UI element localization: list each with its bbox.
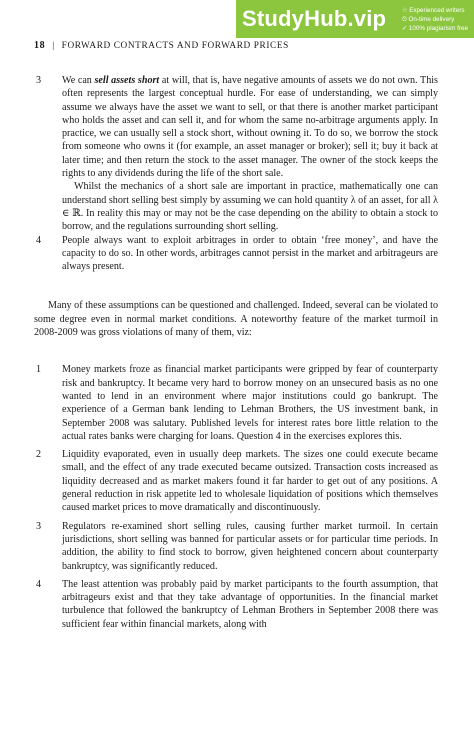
item-number: 1 [36,364,42,376]
item-continuation: Whilst the mechanics of a short sale are important in practice, mathematically one can understand short selling best simply by assuming we can hold quantity λ of an asset, for all λ ∈ ℝ. In reality this may or may not be the case depending on the ability to obtain a stock to borrow, and the regulations surrounding short selling. [62,181,438,233]
item-text: Money markets froze as financial market participants were gripped by fear of counterparty risk and bankruptcy. It became very hard to borrow money on an unsecured basis as no one wanted to lend in an environment where major institutions could go bankrupt. The experience of a German bank lending to Lehman Brothers, the US investment bank, in September 2008 was salutary. Published levels for interest rates bore little relation to the actual rates banks were charging for loans. Question 4 in the exercises explores this. [62,364,438,442]
item-number: 3 [36,75,42,86]
item-text-pre: We can [62,75,95,86]
item-text: Regulators re-examined short selling rules, causing further market turmoil. In certain jurisdictions, short selling was banned for particular assets or for particular time periods. In addition, the ability to find stock to borrow, given heightened concern about counterparty bankruptcy, was significantly reduced. [62,520,438,572]
header-divider: | [52,40,55,51]
item-text-post: at will, that is, have negative amounts of assets we do not own. This often represents the largest conceptual hurdle. For ease of understanding, we can simply assume we always have the asset we want to sell, or that there is another market participant who holds the asset and can sell it, and for whom the same no-arbitrage arguments apply. In practice, we can usually sell a stock short, without owning it. To do so, we borrow the stock from someone who owns it (for example, an asset manager or broker); sell it; buy it back at later time; and then return the stock to the asset manager. The owner of the stock keeps the rights to any dividends during the life of the short sale. [62,75,438,180]
assumption-item [34,234,438,274]
item-number: 4 [36,234,42,246]
item-number: 4 [36,578,42,590]
banner-features [402,6,468,33]
violation-item [34,520,438,573]
feature-plagiarism-free: ✓ 100% plagiarism free [401,24,468,32]
feature-on-time: ⏲ On-time delivery [401,15,455,23]
brand-logo: StudyHub.vip [242,6,387,31]
emphasis-sell-assets-short: sell assets short [94,75,160,86]
item-text: The least attention was probably paid by market participants to the fourth assumption, that arbitrageurs exist and that they take advantage of opportunities. In the financial market turbulence that followed the bankruptcy of Lehman Brothers in September 2008 there was sufficient fear within financial markets, along with [62,578,438,630]
item-text: Liquidity evaporated, even in usually deep markets. The sizes one could execute became small, and the effect of any trade executed became outsized. Transaction costs increased as liquidity decreased and as market makers found it far harder to get out of any positions. A general reduction in risk appetite led to wholesale liquidation of positions which themselves caused market prices to move dramatically and discontinuously. [62,449,438,514]
item-text [62,74,438,180]
item-number: 2 [36,449,42,461]
violation-item [34,578,438,631]
running-title: FORWARD CONTRACTS AND FORWARD PRICES [61,40,289,51]
ad-banner[interactable] [236,0,474,38]
page-number: 18 [34,40,46,51]
item-text: People always want to exploit arbitrages in order to obtain ‘free money’, and have the capacity to do so. In other words, arbitrages cannot persist in the market and arbitrageurs are always present. [62,234,438,273]
item-number: 3 [36,520,42,532]
assumption-item [34,74,438,234]
violation-item [34,363,438,443]
running-header [34,40,289,51]
page-body [34,74,438,631]
feature-experienced: ☆ Experienced writers [401,6,465,14]
violation-item [34,448,438,514]
body-paragraph: Many of these assumptions can be questioned and challenged. Indeed, several can be violated to some degree even in normal market conditions. A noteworthy feature of the market turmoil in 2008-2009 was gross violations of many of them, viz: [34,300,438,339]
